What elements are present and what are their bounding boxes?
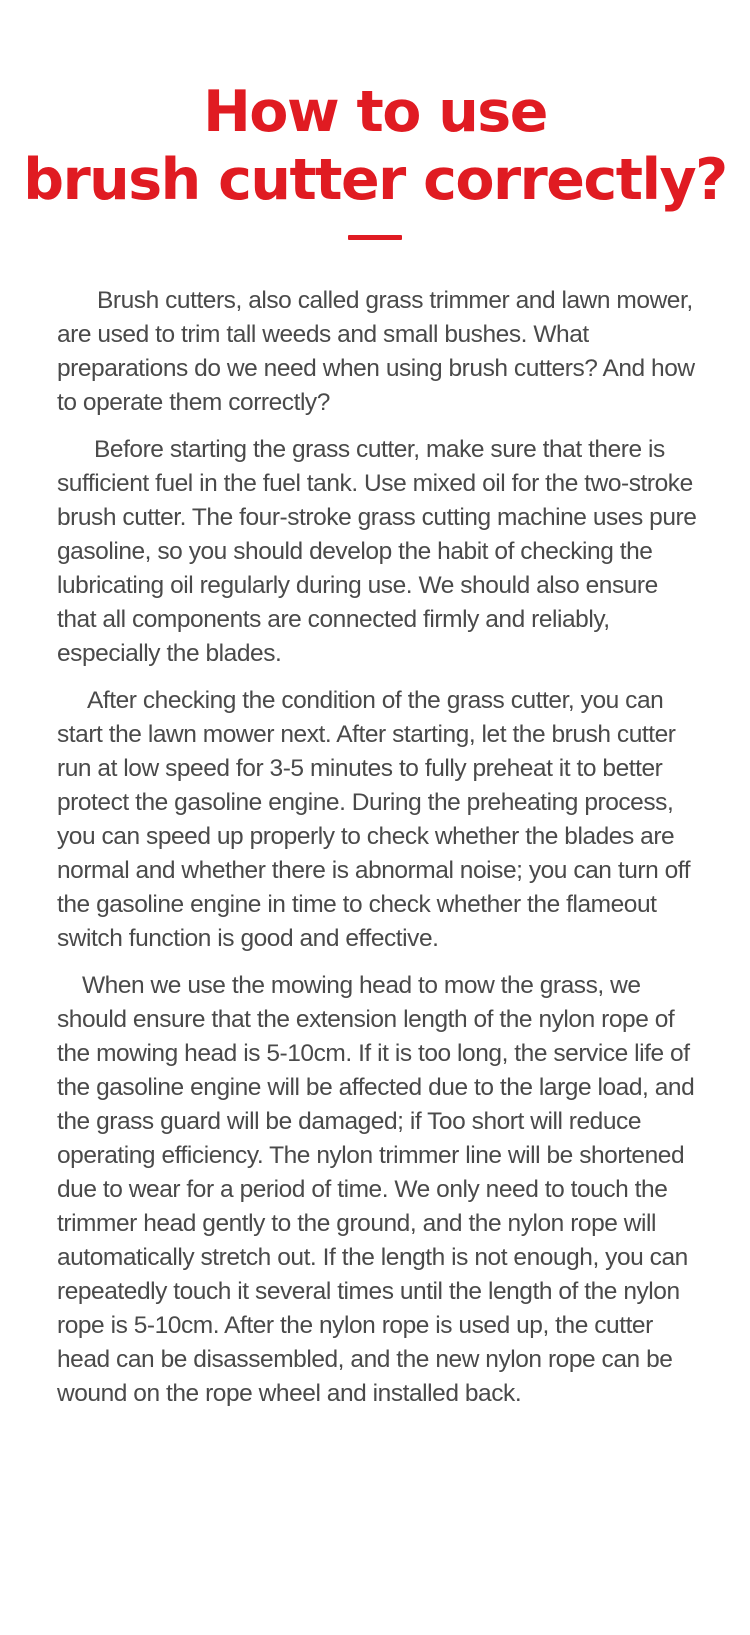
title-underline-divider xyxy=(348,235,402,240)
article-title xyxy=(0,78,750,214)
paragraph-preparation: Before starting the grass cutter, make sure that there is sufficient fuel in the fuel tank. Use mixed oil for the two-stroke brush cutter. The four-stroke grass cutting machine uses pure gasoline, so you should develop the habit of checking the lubricating oil regularly during use. We should also ensure that all components are connected firmly and reliably, especially the blades. xyxy=(57,436,697,667)
paragraph-mowing-head: When we use the mowing head to mow the grass, we should ensure that the extension length of the nylon rope of the mowing head is 5-10cm. If it is too long, the service life of the gasoline engine will be affected due to the large load, and the grass guard will be damaged; if Too short will reduce operating efficiency. The nylon trimmer line will be shortened due to wear for a period of time. We only need to touch the trimmer head gently to the ground, and the nylon rope will automatically stretch out. If the length is not enough, you can repeatedly touch it several times until the length of the nylon rope is 5-10cm. After the nylon rope is used up, the cutter head can be disassembled, and the new nylon rope can be wound on the rope wheel and installed back. xyxy=(57,972,695,1407)
article-body xyxy=(57,284,697,1424)
title-line-1: How to use xyxy=(203,79,547,145)
paragraph-startup: After checking the condition of the grass cutter, you can start the lawn mower next. After starting, let the brush cutter run at low speed for 3-5 minutes to fully preheat it to better protect the gasoline engine. During the preheating process, you can speed up properly to check whether the blades are normal and whether there is abnormal noise; you can turn off the gasoline engine in time to check whether the flameout switch function is good and effective. xyxy=(57,687,691,952)
title-line-2: brush cutter correctly? xyxy=(23,147,727,213)
paragraph-intro: Brush cutters, also called grass trimmer and lawn mower, are used to trim tall weeds and small bushes. What preparations do we need when using brush cutters? And how to operate them correctly? xyxy=(57,287,695,416)
